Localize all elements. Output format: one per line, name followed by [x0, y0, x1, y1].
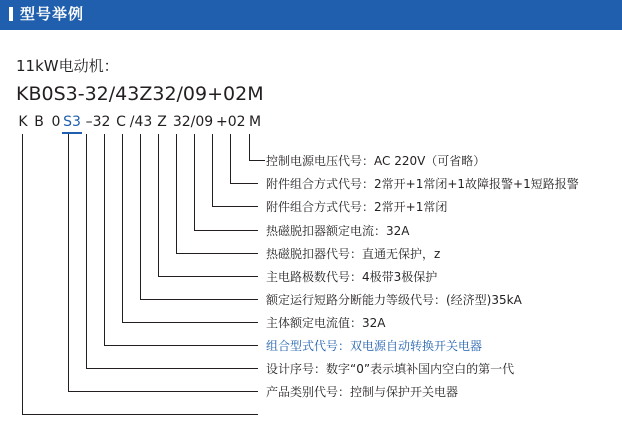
annotation-label: 组合型式代号：双电源自动转换开关电器 [266, 339, 483, 353]
annotation-label: 主电路极数代号：4极带3极保护 [266, 270, 438, 284]
annotation-label: 产品类别代号：控制与保护开关电器 [266, 385, 459, 399]
code-segment: C [116, 114, 126, 130]
code-segment: M [248, 114, 262, 130]
annotation-label: 额定运行短路分断能力等级代号：(经济型)35kA [266, 293, 522, 307]
code-segment: S3 [62, 112, 82, 134]
page-title: 型号举例 [20, 5, 85, 23]
annotation-label: 主体额定电流值：32A [266, 316, 386, 330]
code-segment: B [34, 114, 44, 130]
annotation-label: 热磁脱扣器代号：直通无保护，z [266, 247, 441, 261]
annotation-label: 附件组合方式代号：2常开+1常闭 [266, 200, 448, 214]
code-segment: +02 [216, 114, 246, 130]
code-segment: K [18, 114, 28, 130]
annotation-label: 设计序号：数字“0”表示填补国内空白的第一代 [266, 362, 515, 376]
annotation-label: 热磁脱扣器额定电流：32A [266, 224, 410, 238]
code-segment: –32 [85, 114, 111, 130]
code-segment: 32/09 [172, 114, 214, 130]
model-code-string: KB0S3-32/43Z32/09+02M [16, 83, 264, 105]
annotation-label: 控制电源电压代号：AC 220V（可省略） [266, 154, 486, 168]
example-subtitle: 11kW电动机： [16, 57, 119, 75]
code-segment: /43 [129, 114, 153, 130]
code-segment: 0 [51, 114, 61, 130]
annotation-label: 附件组合方式代号：2常开+1常闭+1故障报警+1短路报警 [266, 177, 579, 191]
code-segment: Z [157, 114, 167, 130]
